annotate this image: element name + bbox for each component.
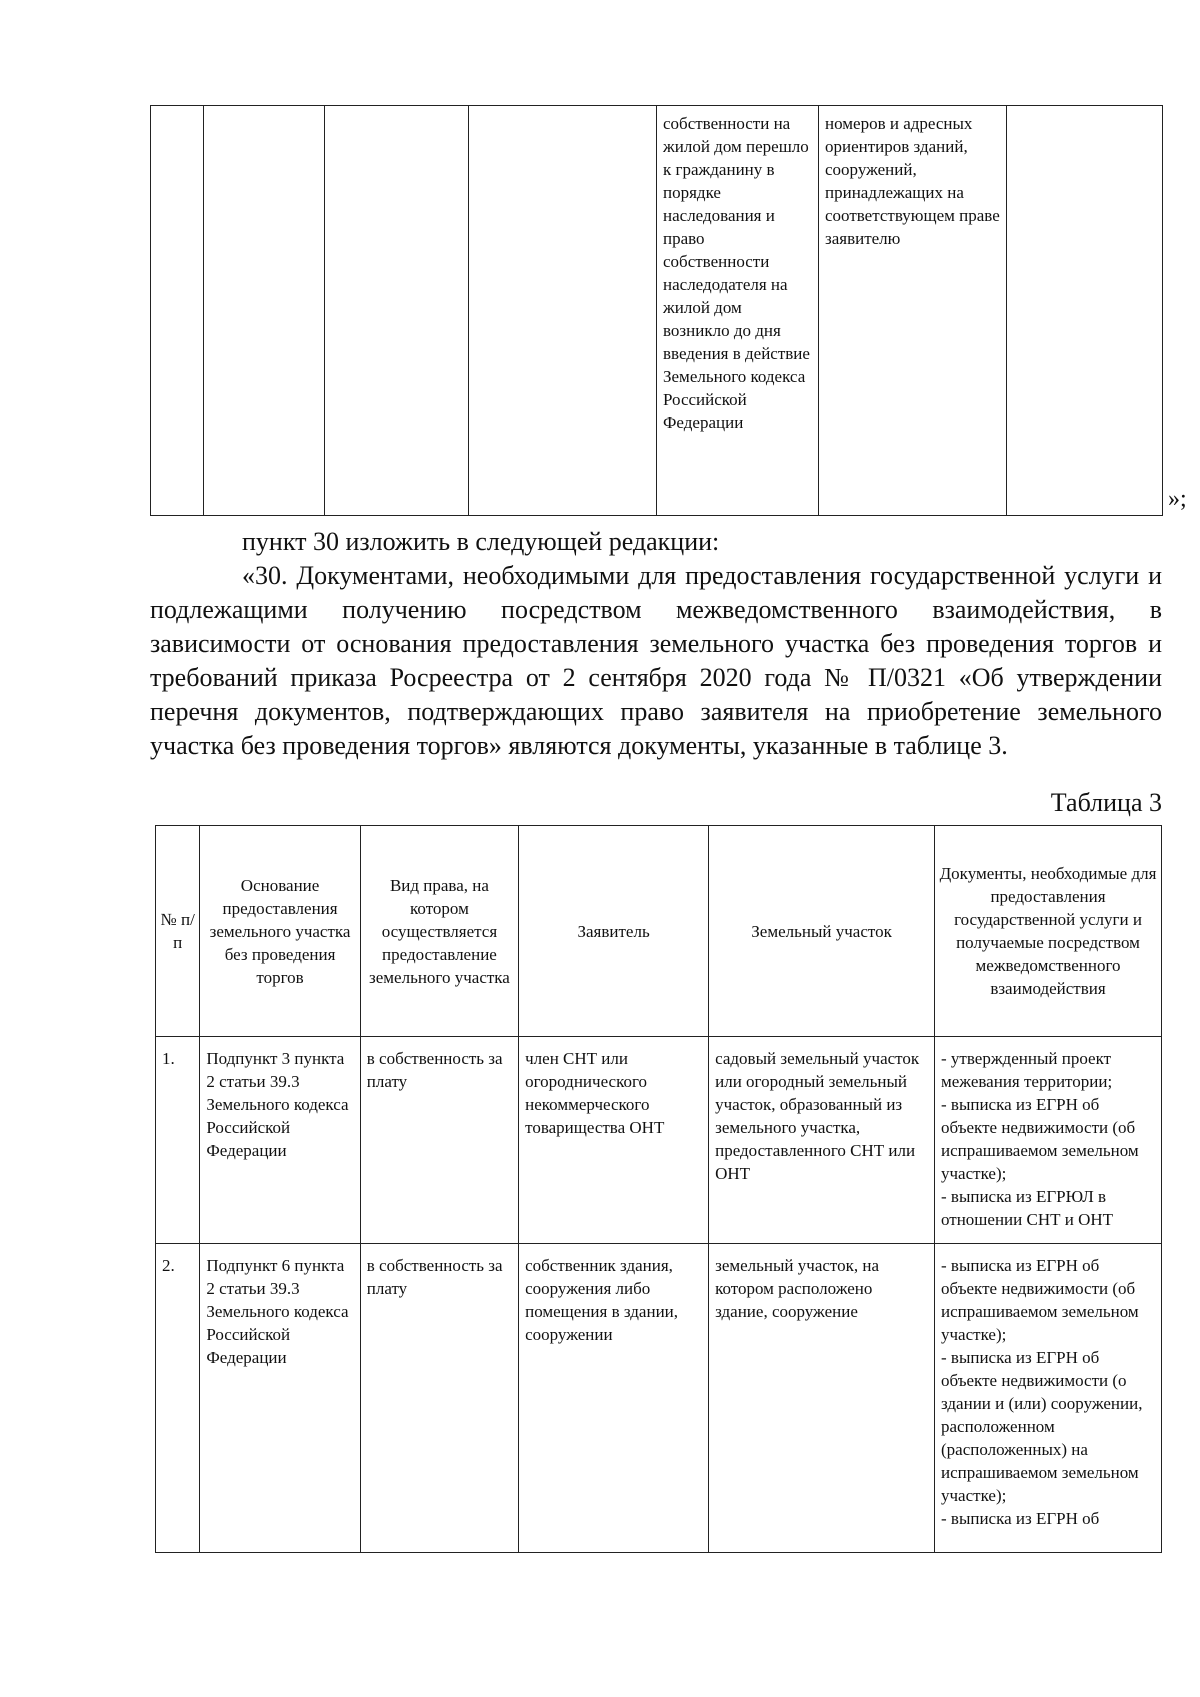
cell-empty-4 xyxy=(469,106,657,516)
row-right-type: в собственность за плату xyxy=(360,1244,518,1553)
row-applicant: член СНТ или огороднического некоммерческого товарищества ОНТ xyxy=(519,1037,709,1244)
table-caption: Таблица 3 xyxy=(1050,788,1162,817)
header-documents: Документы, необходимые для предоставления государственной услуги и получаемые посредством межведомственного взаимодействия xyxy=(935,826,1162,1037)
header-right-type: Вид права, на котором осуществляется предоставление земельного участка xyxy=(360,826,518,1037)
table-3 xyxy=(155,825,1162,1553)
continuation-table xyxy=(150,105,1163,516)
row-plot: земельный участок, на котором расположено здание, сооружение xyxy=(709,1244,935,1553)
row-documents xyxy=(935,1244,1162,1553)
document-item: - выписка из ЕГРН об объекте недвижимости (об испрашиваемом земельном участке); xyxy=(941,1095,1139,1183)
cell-col5: собственности на жилой дом перешло к гражданину в порядке наследования и право собственности наследодателя на жилой дом возникло до дня введения в действие Земельного кодекса Российской Федерации xyxy=(657,106,819,516)
header-basis: Основание предоставления земельного участка без проведения торгов xyxy=(200,826,360,1037)
row-basis: Подпункт 3 пункта 2 статьи 39.3 Земельного кодекса Российской Федерации xyxy=(200,1037,360,1244)
header-plot: Земельный участок xyxy=(709,826,935,1037)
paragraph-intro: пункт 30 изложить в следующей редакции: xyxy=(242,527,720,556)
table-header-row xyxy=(156,826,1162,1037)
row-right-type: в собственность за плату xyxy=(360,1037,518,1244)
row-documents xyxy=(935,1037,1162,1244)
document-item: - утвержденный проект межевания территории; xyxy=(941,1049,1113,1091)
row-plot: садовый земельный участок или огородный земельный участок, образованный из земельного участка, предоставленного СНТ или ОНТ xyxy=(709,1037,935,1244)
row-num: 1. xyxy=(156,1037,200,1244)
table-row xyxy=(156,1244,1162,1553)
paragraph-main: «30. Документами, необходимыми для предоставления государственной услуги и подлежащими получению посредством межведомственного взаимодействия, в зависимости от основания предоставления земельного участка без проведения торгов и требований приказа Росреестра от 2 сентября 2020 года № П/0321 «Об утверждении перечня документов, подтверждающих право заявителя на приобретение земельного участка без проведения торгов» являются документы, указанные в таблице 3. xyxy=(150,561,1162,760)
document-item: - выписка из ЕГРН об объекте недвижимости (об испрашиваемом земельном участке); xyxy=(941,1256,1139,1344)
document-item: - выписка из ЕГРН об объекте недвижимости (о здании и (или) сооружении, расположенном (расположенных) на испрашиваемом земельном участке); xyxy=(941,1348,1143,1505)
cell-col6: номеров и адресных ориентиров зданий, сооружений, принадлежащих на соответствующем праве заявителю xyxy=(819,106,1007,516)
cell-empty-2 xyxy=(204,106,325,516)
cell-empty-3 xyxy=(325,106,469,516)
header-num: № п/п xyxy=(156,826,200,1037)
cell-empty-1 xyxy=(151,106,204,516)
row-basis: Подпункт 6 пункта 2 статьи 39.3 Земельного кодекса Российской Федерации xyxy=(200,1244,360,1553)
document-item: - выписка из ЕГРН об xyxy=(941,1509,1100,1528)
closing-quote: »; xyxy=(1168,486,1187,512)
row-applicant: собственник здания, сооружения либо помещения в здании, сооружении xyxy=(519,1244,709,1553)
cell-empty-7 xyxy=(1007,106,1163,516)
table-row xyxy=(151,106,1163,516)
row-num: 2. xyxy=(156,1244,200,1553)
document-item: - выписка из ЕГРЮЛ в отношении СНТ и ОНТ xyxy=(941,1187,1114,1229)
header-applicant: Заявитель xyxy=(519,826,709,1037)
table-row xyxy=(156,1037,1162,1244)
